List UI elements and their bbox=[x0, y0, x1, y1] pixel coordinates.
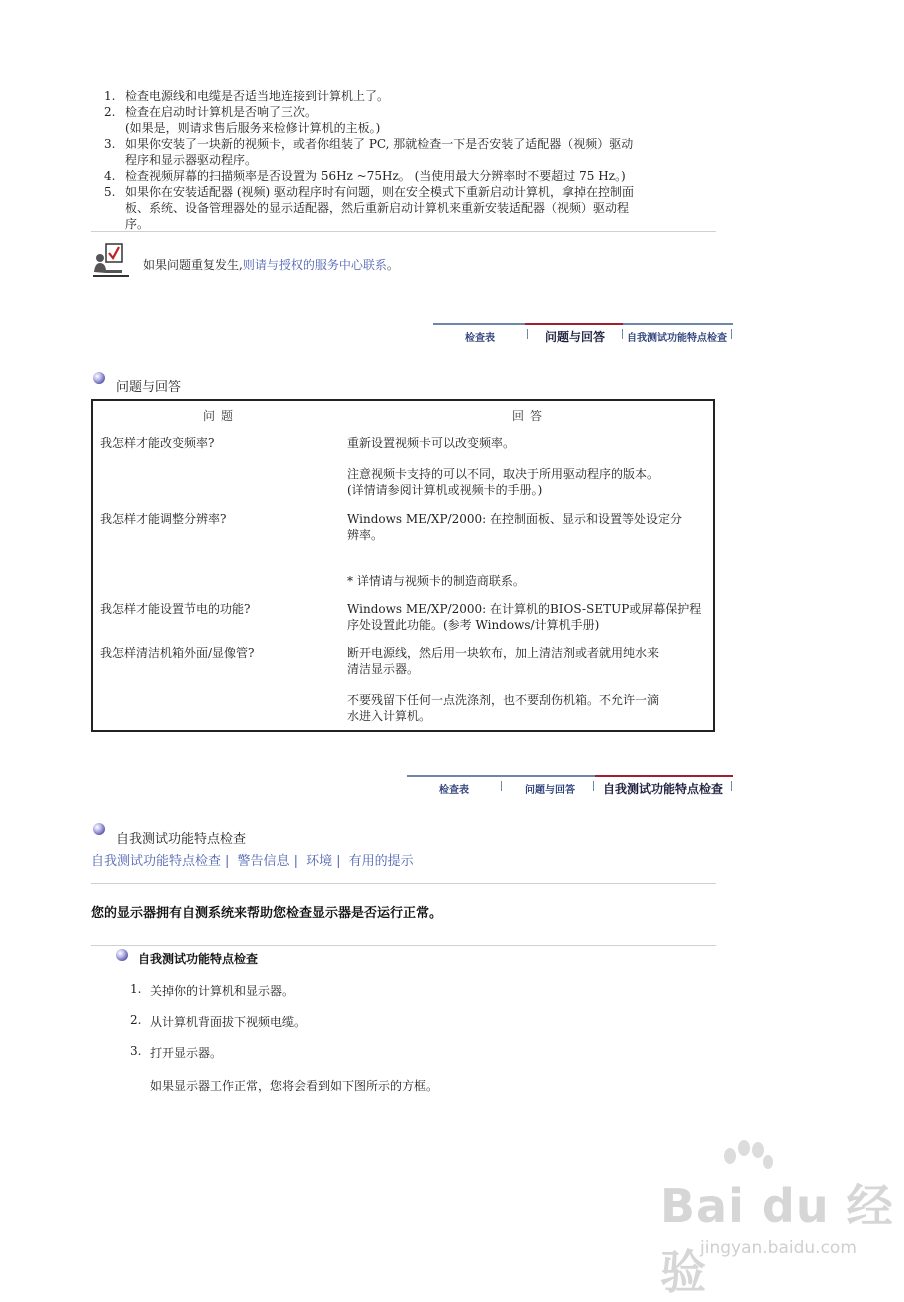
watermark-url: jingyan.baidu.com bbox=[700, 1238, 857, 1258]
qa-answer: Windows ME/XP/2000: 在计算机的BIOS-SETUP或屏幕保护程 序处设置此功能。(参考 Windows/计算机手册) bbox=[347, 602, 702, 632]
tab-separator bbox=[501, 781, 502, 791]
tab-qa[interactable]: 问题与回答 bbox=[544, 330, 605, 344]
tab-checklist[interactable]: 检查表 bbox=[465, 333, 495, 344]
tab-selftest[interactable]: 自我测试功能特点检查 bbox=[602, 782, 723, 796]
watermark-brand: Bai du 经验 bbox=[660, 1179, 894, 1299]
service-center-link[interactable]: 则请与授权的服务中心联系 bbox=[242, 258, 387, 272]
link-warning[interactable]: 警告信息 bbox=[237, 854, 290, 869]
tab-selftest[interactable]: 自我测试功能特点检查 bbox=[627, 333, 727, 344]
list-item: 1. 检查电源线和电缆是否适当地连接到计算机上了。 bbox=[104, 89, 390, 103]
step-item: 2. 从计算机背面拔下视频电缆。 bbox=[130, 1013, 307, 1029]
tab-checklist[interactable]: 检查表 bbox=[439, 785, 469, 796]
link-tips[interactable]: 有用的提示 bbox=[348, 854, 414, 869]
tab-separator bbox=[731, 781, 732, 791]
selftest-steps bbox=[130, 982, 306, 1075]
checklist-person-icon bbox=[92, 242, 132, 280]
link-environment[interactable]: 环境 bbox=[306, 854, 333, 869]
step-item: 3. 打开显示器。 bbox=[130, 1044, 223, 1060]
tab-separator bbox=[593, 781, 594, 791]
qa-header-answer: 回答 bbox=[512, 409, 549, 423]
tab-separator bbox=[622, 329, 623, 339]
bullet-icon bbox=[93, 823, 105, 835]
qa-section-title: 问题与回答 bbox=[116, 380, 182, 395]
qa-answer: * 详情请与视频卡的制造商联系。 bbox=[347, 574, 525, 588]
list-item: 5. 如果你在安装适配器 (视频) 驱动程序时有问题，则在安全模式下重新启动计算机，拿掉在控制面 板、系统、设备管理器处的显示适配器，然后重新启动计算机来重新安装适配器（视频）驱动程 序。 bbox=[104, 185, 634, 231]
tab-qa[interactable]: 问题与回答 bbox=[525, 785, 575, 796]
step-item: 1. 关掉你的计算机和显示器。 bbox=[130, 982, 295, 998]
link-selftest[interactable]: 自我测试功能特点检查 bbox=[91, 854, 222, 869]
qa-question: 我怎样才能调整分辨率? bbox=[100, 512, 227, 526]
selftest-intro: 您的显示器拥有自测系统来帮助您检查显示器是否运行正常。 bbox=[91, 906, 443, 921]
active-tab-line bbox=[595, 775, 733, 777]
list-item: 3. 如果你安装了一块新的视频卡，或者你组装了 PC, 那就检查一下是否安装了适配器（视频）驱动 程序和显示器驱动程序。 bbox=[104, 137, 634, 167]
qa-answer: 断开电源线，然后用一块软布，加上清洁剂或者就用纯水来 清洁显示器。 bbox=[347, 646, 660, 676]
qa-question: 我怎样清洁机箱外面/显像管? bbox=[100, 646, 255, 660]
troubleshoot-list bbox=[100, 88, 715, 232]
bullet-icon bbox=[93, 372, 105, 384]
active-tab-line bbox=[525, 323, 623, 325]
tab-separator bbox=[731, 329, 732, 339]
qa-question: 我怎样才能设置节电的功能? bbox=[100, 602, 251, 616]
step-note: 如果显示器工作正常，您将会看到如下图所示的方框。 bbox=[150, 1079, 439, 1093]
selftest-section-title: 自我测试功能特点检查 bbox=[116, 832, 247, 847]
qa-answer: Windows ME/XP/2000: 在控制面板、显示和设置等处设定分 辨率。 bbox=[347, 512, 682, 542]
note-text: 如果问题重复发生,则请与授权的服务中心联系。 bbox=[143, 258, 399, 272]
divider bbox=[91, 945, 716, 946]
qa-question: 我怎样才能改变频率? bbox=[100, 436, 215, 450]
qa-answer: 不要残留下任何一点洗涤剂，也不要刮伤机箱。不允许一滴 水进入计算机。 bbox=[347, 693, 660, 723]
subsection-links: 自我测试功能特点检查 | 警告信息 | 环境 | 有用的提示 bbox=[91, 854, 414, 869]
list-item: 2. 检查在启动时计算机是否响了三次。 (如果是，则请求售后服务来检修计算机的主板。) bbox=[104, 105, 381, 135]
tab-separator bbox=[527, 329, 528, 339]
selftest-subtitle: 自我测试功能特点检查 bbox=[138, 952, 259, 966]
section-nav-2 bbox=[407, 775, 733, 795]
divider bbox=[91, 883, 716, 884]
qa-answer: 注意视频卡支持的可以不同，取决于所用驱动程序的版本。 (详情请参阅计算机或视频卡的手册。) bbox=[347, 467, 660, 497]
bullet-icon bbox=[116, 949, 128, 961]
section-nav-1 bbox=[433, 323, 733, 343]
list-item: 4. 检查视频屏幕的扫描频率是否设置为 56Hz ~75Hz。 (当使用最大分辨率时不要超过 75 Hz。) bbox=[104, 169, 626, 183]
qa-header-question: 问题 bbox=[203, 409, 240, 423]
qa-answer: 重新设置视频卡可以改变频率。 bbox=[347, 436, 516, 450]
divider bbox=[91, 231, 716, 232]
